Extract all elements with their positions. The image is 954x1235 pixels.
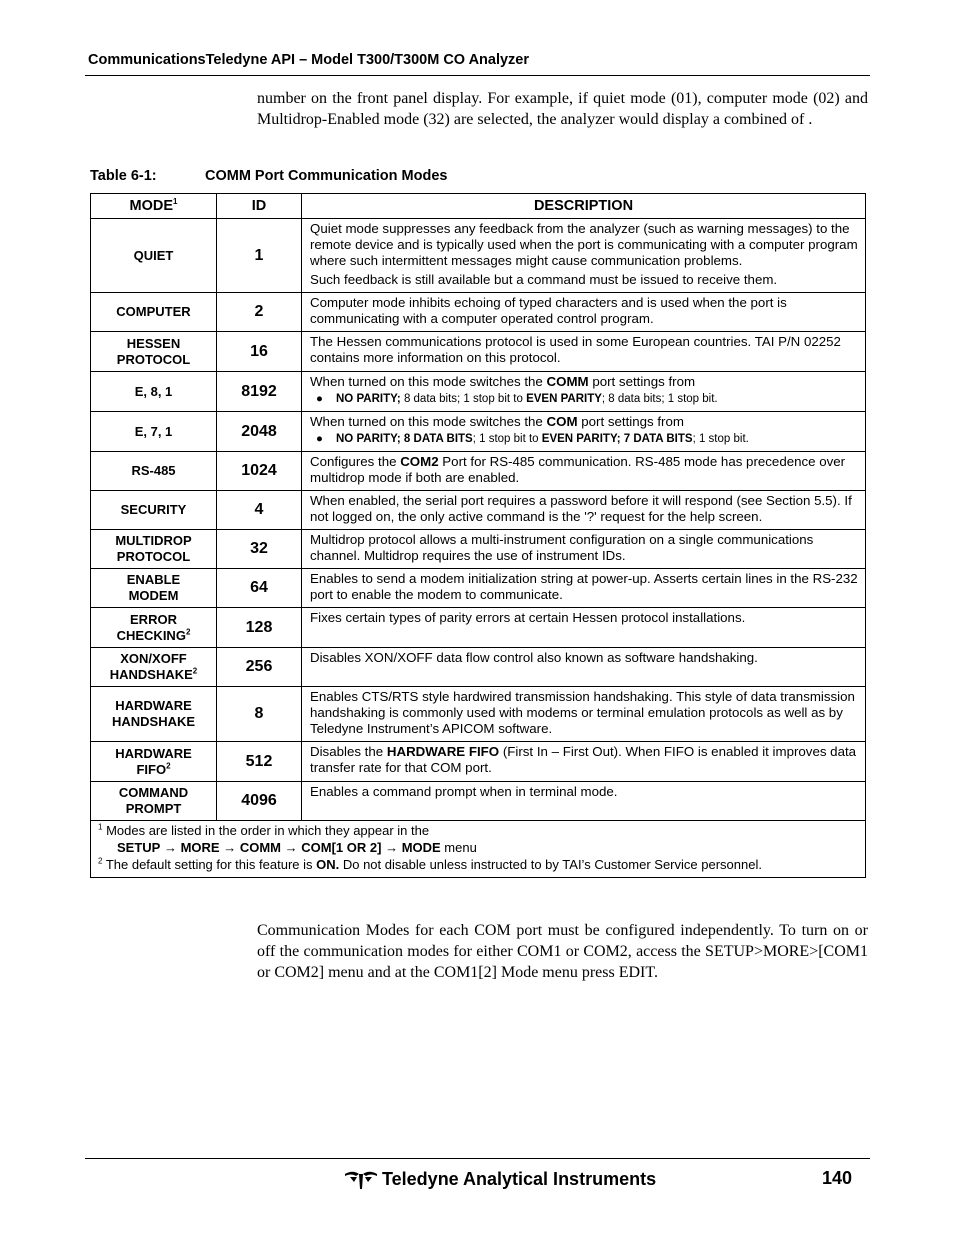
id-cell: 256 xyxy=(217,648,302,687)
header-divider xyxy=(85,75,870,76)
table-row xyxy=(91,608,866,648)
menu-path: SETUP → MORE → COMM → COM[1 OR 2] → MODE menu xyxy=(117,840,477,855)
description-cell: Multidrop protocol allows a multi-instrument configuration on a single communications channel. Multidrop requires the use of instrument IDs. xyxy=(302,530,866,569)
description-cell: When turned on this mode switches the COMM port settings from ● NO PARITY; 8 data bits; 1 stop bit to EVEN PARITY; 8 data bits; 1 stop bit. xyxy=(302,372,866,412)
intro-paragraph xyxy=(257,88,868,130)
header-mode: MODE$^1$ xyxy=(91,194,217,219)
mode-cell: MULTIDROP PROTOCOL xyxy=(91,530,217,569)
arrow-right-icon: → xyxy=(284,840,298,855)
id-cell: 4 xyxy=(217,491,302,530)
description-cell: When turned on this mode switches the COM port settings from ● NO PARITY; 8 DATA BITS; 1 stop bit to EVEN PARITY; 7 DATA BITS; 1 stop bit. xyxy=(302,412,866,452)
id-cell: 512 xyxy=(217,742,302,782)
description-cell: The Hessen communications protocol is used in some European countries. TAI P/N 02252 contains more information on this protocol. xyxy=(302,332,866,372)
mode-cell: RS-485 xyxy=(91,452,217,491)
body-paragraph: Communication Modes for each COM port must be configured independently. To turn on or off the communication modes for either COM1 or COM2, access the SETUP>MORE>[COM1 or COM2] menu and at the COM1[2] Mode menu press EDIT. xyxy=(257,922,868,981)
description-cell: Configures the COM2 Port for RS-485 communication. RS-485 mode has precedence over multidrop mode if both are enabled. xyxy=(302,452,866,491)
table-row xyxy=(91,219,866,293)
bullet-item: ● NO PARITY; 8 DATA BITS; 1 stop bit to EVEN PARITY; 7 DATA BITS; 1 stop bit. xyxy=(316,433,749,445)
description-cell: Disables the HARDWARE FIFO (First In – First Out). When FIFO is enabled it improves data transfer rate for that COM port. xyxy=(302,742,866,782)
id-cell: 1024 xyxy=(217,452,302,491)
description-cell: Computer mode inhibits echoing of typed characters and is used when the port is communicating with a computer operated control program. xyxy=(302,293,866,332)
id-cell: 4096 xyxy=(217,782,302,821)
id-cell: 2 xyxy=(217,293,302,332)
description-cell: Disables XON/XOFF data flow control also known as software handshaking. xyxy=(302,648,866,687)
id-cell: 32 xyxy=(217,530,302,569)
table-row xyxy=(91,372,866,412)
arrow-right-icon: → xyxy=(223,840,237,855)
footnote-1: $^1$ Modes are listed in the order in which they appear in the xyxy=(98,822,430,838)
table-caption-number: Table 6-1: xyxy=(90,168,157,184)
id-cell: 8 xyxy=(217,687,302,742)
mode-cell: E, 8, 1 xyxy=(91,372,217,412)
mode-cell: HARDWARE HANDSHAKE xyxy=(91,687,217,742)
table-row xyxy=(91,530,866,569)
table-row xyxy=(91,742,866,782)
description-cell: Enables CTS/RTS style hardwired transmission handshaking. This style of data transmission handshaking is commonly used with modems or terminal emulation protocols as well as by Teledyne Instrument’s APICOM software. xyxy=(302,687,866,742)
table-row xyxy=(91,412,866,452)
table-footnotes xyxy=(91,821,866,878)
teledyne-logo-icon xyxy=(344,1168,378,1190)
bullet-item: ● NO PARITY; 8 data bits; 1 stop bit to EVEN PARITY; 8 data bits; 1 stop bit. xyxy=(316,393,718,405)
id-cell: 2048 xyxy=(217,412,302,452)
page-number: 140 xyxy=(822,1168,853,1188)
comm-modes-table xyxy=(90,193,866,878)
mode-cell: XON/XOFF HANDSHAKE$^2$ xyxy=(91,648,217,687)
page-header: CommunicationsTeledyne API – Model T300/T300M CO Analyzer xyxy=(88,52,530,68)
description-cell: Quiet mode suppresses any feedback from the analyzer (such as warning messages) to the remote device and is typically used when the port is communicating with a computer program where such intermittent messages might cause communication problems. Such feedback is still available but a command must be issued to receive them. xyxy=(302,219,866,293)
mode-cell: E, 7, 1 xyxy=(91,412,217,452)
table-row xyxy=(91,452,866,491)
table-row xyxy=(91,648,866,687)
table-header-row xyxy=(91,194,866,219)
footer-divider xyxy=(85,1158,870,1159)
arrow-right-icon: → xyxy=(385,840,399,855)
mode-cell: ENABLE MODEM xyxy=(91,569,217,608)
mode-cell: COMMAND PROMPT xyxy=(91,782,217,821)
id-cell: 128 xyxy=(217,608,302,648)
id-cell: 8192 xyxy=(217,372,302,412)
mode-cell: HESSEN PROTOCOL xyxy=(91,332,217,372)
mode-cell: HARDWARE FIFO$^2$ xyxy=(91,742,217,782)
footnote-2: $^2$ The default setting for this feature is ON. Do not disable unless instructed to by TAI’s Customer Service personnel. xyxy=(98,856,762,872)
id-cell: 16 xyxy=(217,332,302,372)
description-cell: When enabled, the serial port requires a password before it will respond (see Section 5.5). If not logged on, the only active command is the '?' request for the help screen. xyxy=(302,491,866,530)
description-cell: Fixes certain types of parity errors at certain Hessen protocol installations. xyxy=(302,608,866,648)
table-row xyxy=(91,687,866,742)
table-row xyxy=(91,569,866,608)
mode-cell: SECURITY xyxy=(91,491,217,530)
id-cell: 64 xyxy=(217,569,302,608)
table-caption xyxy=(90,168,447,184)
mode-cell: COMPUTER xyxy=(91,293,217,332)
header-id: ID xyxy=(217,194,302,219)
page-footer xyxy=(344,1168,656,1190)
header-description: DESCRIPTION xyxy=(302,194,866,219)
mode-cell: ERROR CHECKING$^2$ xyxy=(91,608,217,648)
description-cell: Enables a command prompt when in terminal mode. xyxy=(302,782,866,821)
table-row xyxy=(91,332,866,372)
table-row xyxy=(91,782,866,821)
id-cell: 1 xyxy=(217,219,302,293)
table-row xyxy=(91,491,866,530)
footer-brand: Teledyne Analytical Instruments xyxy=(382,1168,657,1189)
table-row xyxy=(91,293,866,332)
arrow-right-icon: → xyxy=(163,840,177,855)
description-cell: Enables to send a modem initialization string at power-up. Asserts certain lines in the RS-232 port to enable the modem to communicate. xyxy=(302,569,866,608)
intro-text: number on the front panel display. For example, if quiet mode (01), computer mode (02) and Multidrop-Enabled mode (32) are selected, the analyzer would display a combined of . xyxy=(257,90,868,128)
table-notes-row xyxy=(91,821,866,878)
mode-cell: QUIET xyxy=(91,219,217,293)
table-caption-title: COMM Port Communication Modes xyxy=(205,168,448,184)
